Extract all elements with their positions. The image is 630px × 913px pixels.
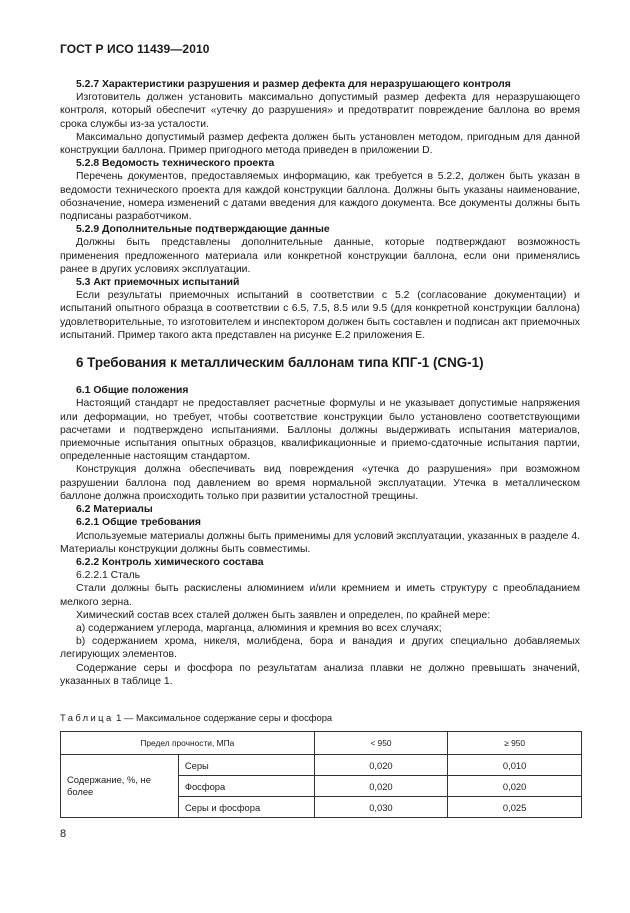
paragraph: Максимально допустимый размер дефекта должен быть установлен методом, пригодным для данной конструкции баллона. Пример пригодного метода приведен в приложении D. [60, 131, 580, 157]
heading-5-2-7: 5.2.7 Характеристики разрушения и размер дефекта для неразрушающего контроля [76, 79, 511, 90]
paragraph: Должны быть представлены дополнительные данные, которые подтверждают возможность применения предложенного материала или конкретной конструкции баллона, если они применялись ранее в других условиях эксплуатации. [60, 237, 580, 275]
list-item-b: b) содержанием хрома, никеля, молибдена, бора и ванадия и других специально добавляемых легирующих элементов. [60, 636, 580, 661]
table-caption-word: Таблица [60, 712, 114, 723]
header-strength: Предел прочности, МПа [61, 732, 315, 755]
section-6-title: 6 Требования к металлическим баллонам типа КПГ-1 (CNG-1) [76, 355, 484, 371]
table-1 [60, 731, 582, 818]
list-item-a: a) содержанием углерода, марганца, алюминия и кремния во всех случаях; [76, 622, 442, 634]
heading-5-3: 5.3 Акт приемочных испытаний [76, 277, 240, 289]
paragraph: Перечень документов, предоставляемых информацию, как требуется в 5.2.2, должен быть указан в ведомости технического проекта для каждой конструкции баллона. Должны быть указаны наименование, обозначение, номера изменений с датами введения для каждого документа. Все документы должны быть подписаны разработчиком. [60, 171, 580, 223]
table-caption [60, 712, 332, 723]
row-label-content: Содержание, %, не более [61, 755, 179, 818]
page-number: 8 [60, 828, 67, 840]
heading-5-2-8: 5.2.8 Ведомость технического проекта [76, 158, 275, 170]
paragraph: Химический состав всех сталей должен быть заявлен и определен, по крайней мере: [76, 609, 491, 621]
row-name: Серы [178, 755, 314, 776]
table-header-row [61, 732, 582, 755]
cell-value: 0,020 [314, 776, 448, 797]
paragraph: Настоящий стандарт не предоставляет расчетные формулы и не указывает допустимые напряжения или деформации, но требует, чтобы соответствие конструкции было установлено соответствующими расчетами и подтверждено испытаниями. Баллоны должны выдерживать испытания материалов, приемочные испытания опытных образцов, квалификационные и приемо-сдаточные испытания партии, определенные настоящим стандартом. [60, 398, 580, 463]
heading-6-1: 6.1 Общие положения [76, 385, 189, 397]
cell-value: 0,010 [448, 755, 582, 776]
paragraph: Используемые материалы должны быть применимы для условий эксплуатации, указанных в разделе 4. Материалы конструкции должны быть совместимы. [60, 530, 580, 555]
paragraph: Содержание серы и фосфора по результатам анализа плавки не должно превышать значений, указанных в таблице 1. [60, 662, 580, 687]
cell-value: 0,020 [448, 776, 582, 797]
page-body [60, 78, 580, 688]
row-name: Фосфора [178, 776, 314, 797]
paragraph: Конструкция должна обеспечивать вид повреждения «утечка до разрушения» при возможном разрушении баллона под давлением во время нормальной эксплуатации. Утечка в металлическом баллоне должна происходить только при развитии усталостной трещины. [60, 464, 580, 502]
table-caption-text: 1 — Максимальное содержание серы и фосфора [113, 712, 333, 723]
heading-6-2-1: 6.2.1 Общие требования [76, 517, 201, 529]
paragraph: Стали должны быть раскислены алюминием и/или кремнием и иметь структуру с преобладанием мелкого зерна. [60, 583, 580, 608]
heading-6-2: 6.2 Материалы [76, 504, 153, 516]
header-lt-950: < 950 [314, 732, 448, 755]
cell-value: 0,025 [448, 797, 582, 818]
table-row [61, 755, 582, 776]
header-ge-950: ≥ 950 [448, 732, 582, 755]
cell-value: 0,020 [314, 755, 448, 776]
paragraph: Изготовитель должен установить максимально допустимый размер дефекта для неразрушающего контроля, который обеспечит «утечку до разрушения» и предотвратит повреждение баллона во время срока службы из-за усталости. [60, 92, 580, 130]
heading-5-2-9: 5.2.9 Дополнительные подтверждающие данные [76, 224, 330, 236]
subclause-6-2-2-1: 6.2.2.1 Сталь [76, 570, 141, 582]
heading-6-2-2: 6.2.2 Контроль химического состава [76, 556, 264, 568]
row-name: Серы и фосфора [178, 797, 314, 818]
cell-value: 0,030 [314, 797, 448, 818]
paragraph: Если результаты приемочных испытаний в соответствии с 5.2 (согласование документации) и испытаний опытного образца в соответствии с 6.5, 7.5, 8.5 или 9.5 (для конкретной конструкции баллона) удовлетворительные, то изготовителем и инспектором должен быть составлен и подписан акт приемочных испытаний. Пример такого акта представлен на рисунке Е.2 приложения Е. [60, 290, 581, 341]
document-header: ГОСТ Р ИСО 11439—2010 [60, 42, 210, 56]
